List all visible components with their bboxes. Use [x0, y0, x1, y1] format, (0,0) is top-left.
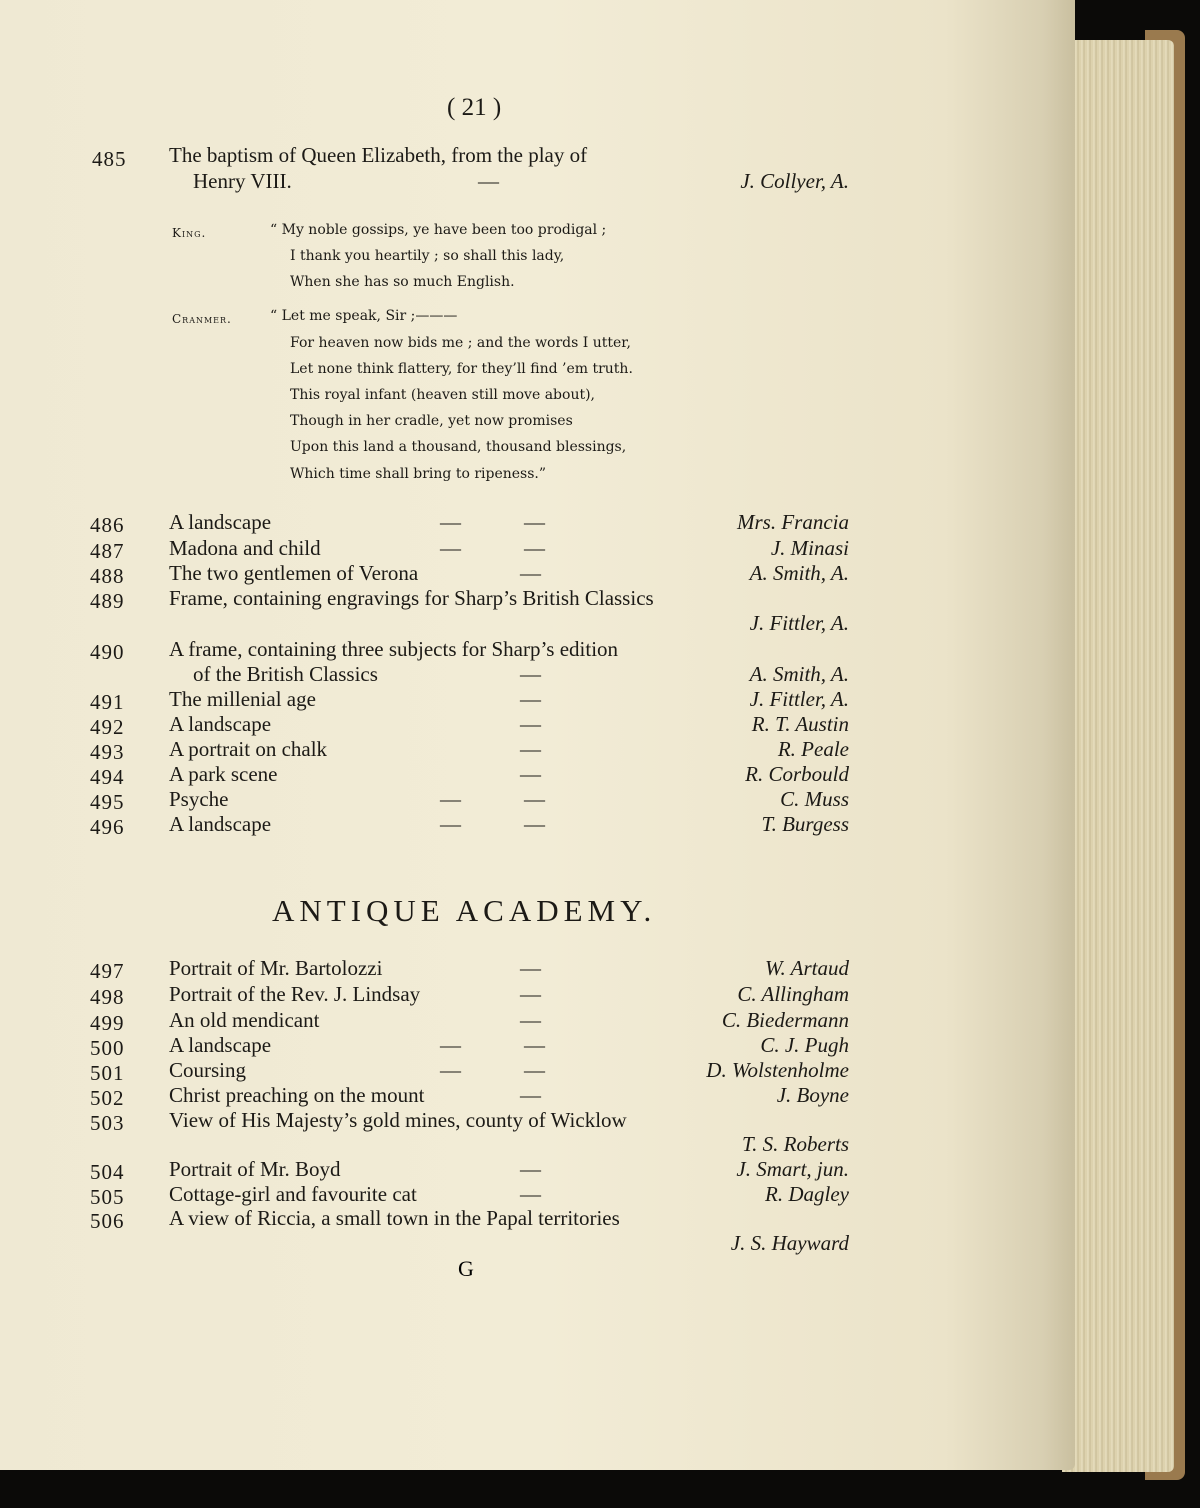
- entry-number: 489: [90, 589, 125, 613]
- entry-title: View of His Majesty’s gold mines, county of Wicklow: [169, 1108, 627, 1132]
- entry-title: The two gentlemen of Verona: [169, 561, 419, 585]
- entry-title: A portrait on chalk: [169, 737, 328, 761]
- quote-line: Which time shall bring to ripeness.”: [290, 466, 547, 482]
- entry-artist: J. Boyne: [776, 1083, 849, 1107]
- entry-number: 501: [90, 1061, 125, 1085]
- entry-dash: —: [520, 1182, 541, 1206]
- entry-artist: C. Biedermann: [721, 1008, 849, 1032]
- quote-line: Let none think flattery, for they’ll find ’em truth.: [290, 361, 633, 377]
- entry-artist: T. Burgess: [761, 812, 849, 836]
- entry-number: 493: [90, 740, 125, 764]
- entry-number: 495: [90, 790, 125, 814]
- entry-number: 487: [90, 539, 125, 563]
- entry-title: A landscape: [169, 812, 272, 836]
- entry-artist: R. Corbould: [745, 762, 849, 786]
- entry-number: 505: [90, 1185, 125, 1209]
- entry-artist: A. Smith, A.: [749, 662, 849, 686]
- entry-dash: —: [520, 762, 541, 786]
- entry-dash: —: [520, 956, 541, 980]
- entry-artist: A. Smith, A.: [749, 561, 849, 585]
- entry-number: 497: [90, 959, 125, 983]
- entry-title: Coursing: [169, 1058, 247, 1082]
- signature-mark: G: [458, 1256, 474, 1281]
- entry-number: 492: [90, 715, 125, 739]
- entry-number: 496: [90, 815, 125, 839]
- entry-title: A landscape: [169, 1033, 272, 1057]
- quote-line: “ Let me speak, Sir ;———: [270, 308, 458, 324]
- entry-title: An old mendicant: [169, 1008, 320, 1032]
- quote-line: When she has so much English.: [290, 274, 515, 290]
- entry-title: The millenial age: [169, 687, 316, 711]
- entry-artist: D. Wolstenholme: [706, 1058, 849, 1082]
- entry-title: Portrait of the Rev. J. Lindsay: [169, 982, 421, 1006]
- entry-title: The baptism of Queen Elizabeth, from the play of: [169, 143, 588, 167]
- entry-dash: — —: [440, 536, 545, 560]
- entry-dash: —: [478, 169, 499, 193]
- entry-dash: — —: [440, 510, 545, 534]
- entry-artist: R. T. Austin: [751, 712, 849, 736]
- entry-title: of the British Classics: [193, 662, 378, 686]
- entry-dash: —: [520, 662, 541, 686]
- entry-dash: —: [520, 1157, 541, 1181]
- entry-title: A landscape: [169, 510, 272, 534]
- entry-dash: — —: [440, 1033, 545, 1057]
- speaker-label: King.: [172, 226, 207, 240]
- entry-title: Psyche: [169, 787, 229, 811]
- entry-artist: Mrs. Francia: [737, 510, 849, 534]
- entry-title: Frame, containing engravings for Sharp’s British Classics: [169, 586, 654, 610]
- quote-line: This royal infant (heaven still move about),: [290, 387, 595, 403]
- entry-title: Portrait of Mr. Bartolozzi: [169, 956, 383, 980]
- entry-artist: C. Allingham: [737, 982, 849, 1006]
- section-title: ANTIQUE ACADEMY.: [272, 893, 657, 928]
- entry-number: 494: [90, 765, 125, 789]
- entry-artist: J. Smart, jun.: [736, 1157, 849, 1181]
- entry-number: 503: [90, 1111, 125, 1135]
- entry-artist: J. Minasi: [770, 536, 849, 560]
- quote-line: Though in her cradle, yet now promises: [290, 413, 573, 429]
- entry-number: 485: [92, 147, 127, 171]
- entry-artist: J. Fittler, A.: [749, 687, 849, 711]
- entry-title: Cottage-girl and favourite cat: [169, 1182, 417, 1206]
- entry-artist: T. S. Roberts: [742, 1132, 849, 1156]
- quote-line: “ My noble gossips, ye have been too prodigal ;: [270, 222, 607, 238]
- entry-dash: —: [520, 737, 541, 761]
- speaker-label: Cranmer.: [172, 312, 232, 326]
- entry-artist: J. Collyer, A.: [740, 169, 849, 193]
- entry-dash: — —: [440, 787, 545, 811]
- entry-artist: C. J. Pugh: [760, 1033, 849, 1057]
- entry-dash: — —: [440, 1058, 545, 1082]
- entry-artist: J. S. Hayward: [730, 1231, 849, 1255]
- entry-number: 486: [90, 513, 125, 537]
- entry-number: 504: [90, 1160, 125, 1184]
- entry-artist: C. Muss: [780, 787, 849, 811]
- entry-artist: J. Fittler, A.: [749, 611, 849, 635]
- entry-dash: —: [520, 561, 541, 585]
- entry-dash: —: [520, 687, 541, 711]
- entry-title: A landscape: [169, 712, 272, 736]
- entry-dash: —: [520, 712, 541, 736]
- entry-title: Henry VIII.: [193, 169, 292, 193]
- entry-number: 506: [90, 1209, 125, 1233]
- entry-number: 491: [90, 690, 125, 714]
- entry-number: 498: [90, 985, 125, 1009]
- entry-title: Portrait of Mr. Boyd: [169, 1157, 341, 1181]
- entry-dash: —: [520, 1083, 541, 1107]
- entry-artist: R. Peale: [777, 737, 849, 761]
- entry-title: A view of Riccia, a small town in the Papal territories: [169, 1206, 620, 1230]
- entry-number: 490: [90, 640, 125, 664]
- entry-number: 502: [90, 1086, 125, 1110]
- entry-title: Christ preaching on the mount: [169, 1083, 425, 1107]
- entry-title: A frame, containing three subjects for Sharp’s edition: [169, 637, 619, 661]
- entry-dash: — —: [440, 812, 545, 836]
- entry-title: Madona and child: [169, 536, 321, 560]
- entry-number: 499: [90, 1011, 125, 1035]
- entry-dash: —: [520, 1008, 541, 1032]
- page-block-edge: [1062, 40, 1174, 1472]
- entry-dash: —: [520, 982, 541, 1006]
- entry-artist: W. Artaud: [764, 956, 849, 980]
- entry-number: 488: [90, 564, 125, 588]
- entry-number: 500: [90, 1036, 125, 1060]
- entry-artist: R. Dagley: [765, 1182, 849, 1206]
- quote-line: I thank you heartily ; so shall this lady,: [290, 248, 565, 264]
- quote-line: For heaven now bids me ; and the words I utter,: [290, 335, 631, 351]
- quote-line: Upon this land a thousand, thousand blessings,: [290, 439, 627, 455]
- entry-title: A park scene: [169, 762, 278, 786]
- page-header: ( 21 ): [447, 94, 502, 121]
